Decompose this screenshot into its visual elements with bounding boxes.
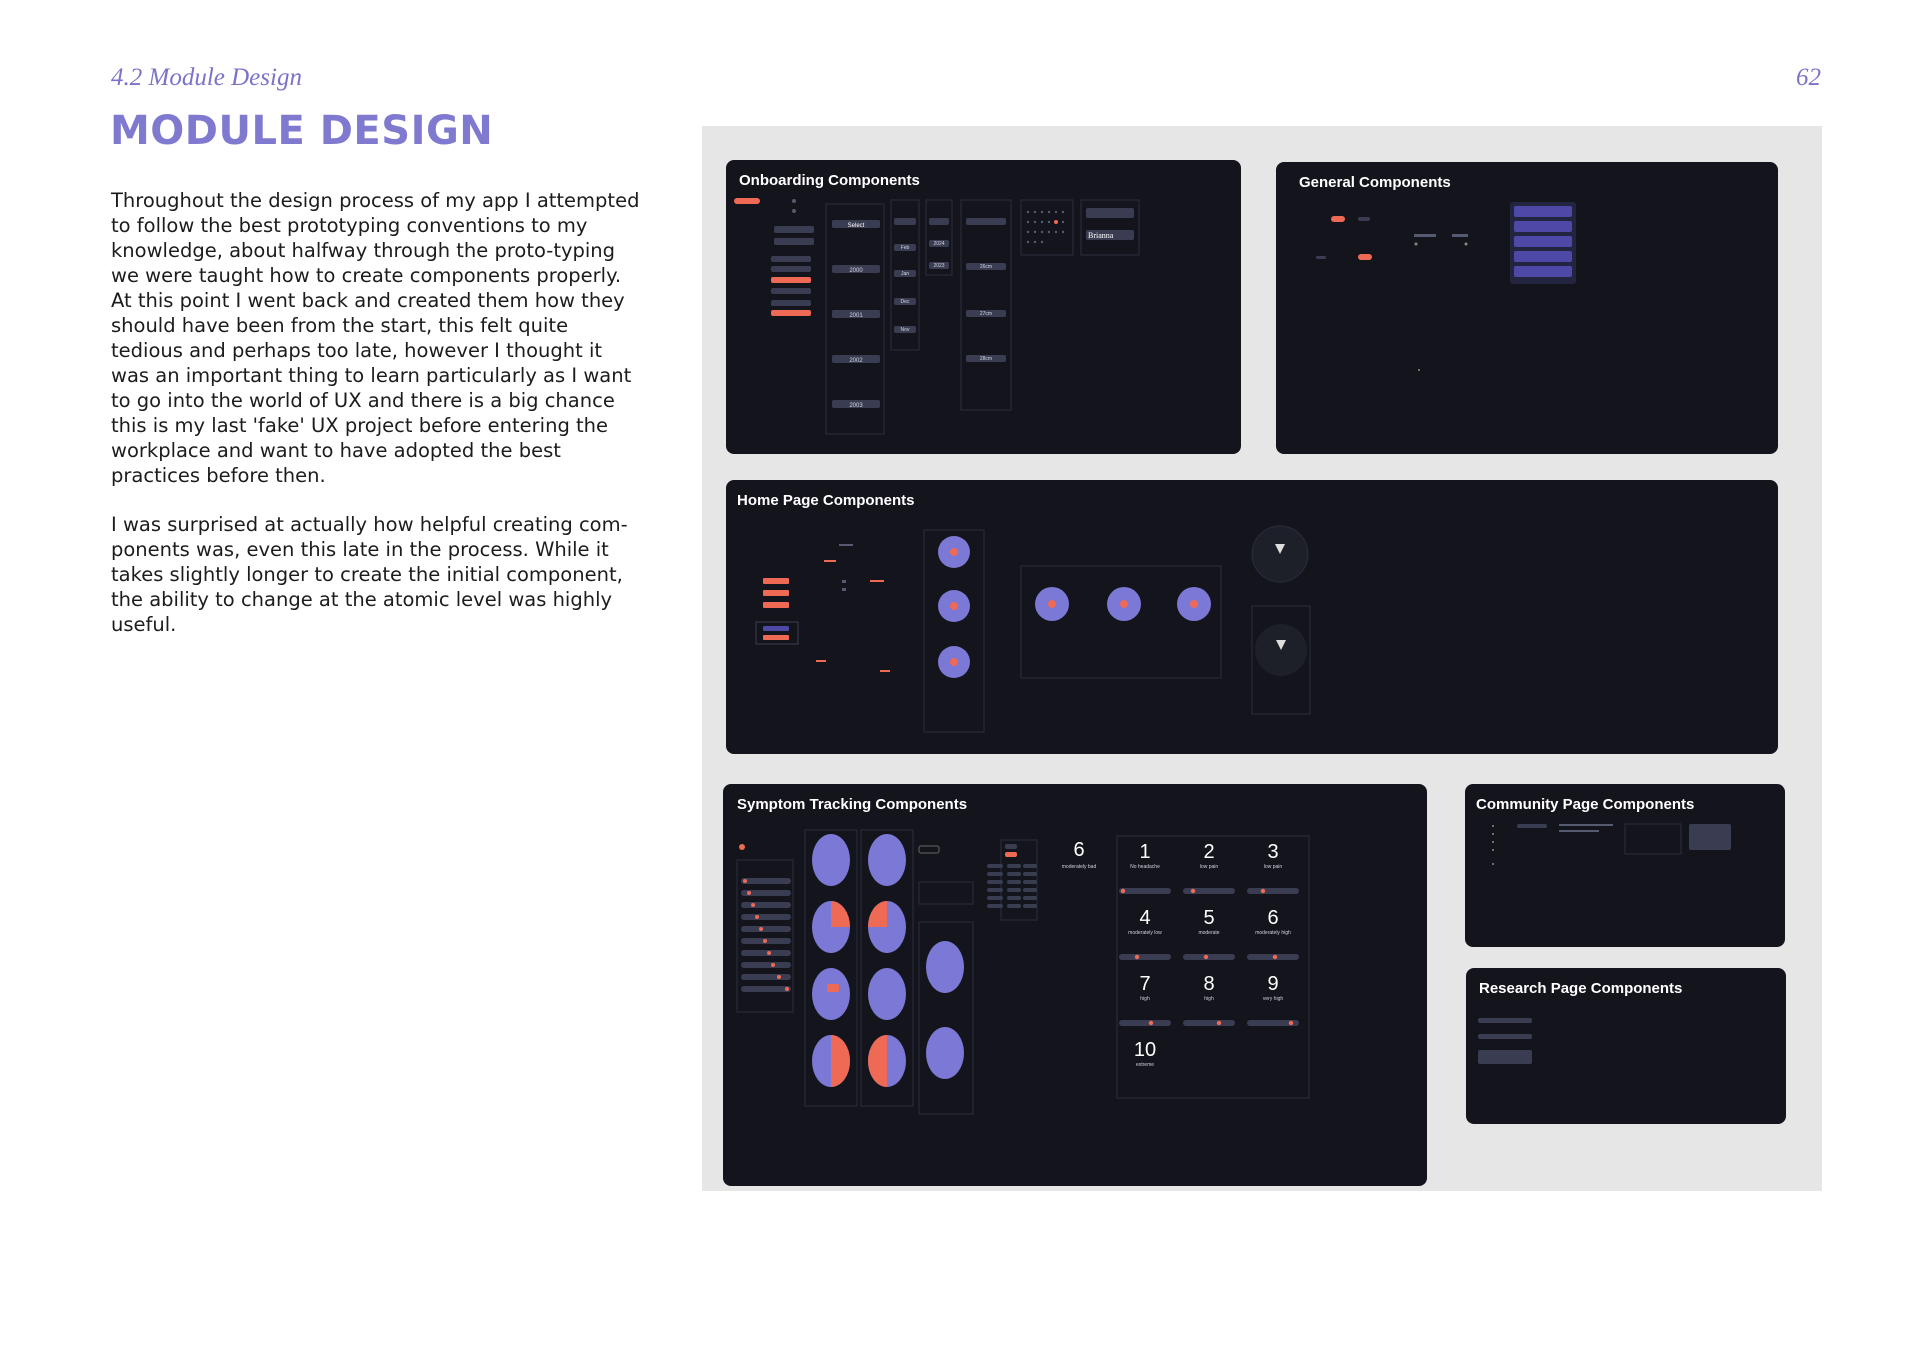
page-number: 62 — [1796, 64, 1821, 91]
general-artboard — [1276, 162, 1778, 454]
scale-label: moderately low — [1128, 930, 1162, 936]
symptom-tracking-components-panel — [723, 784, 1427, 1186]
picker-year: 2000 — [849, 268, 863, 274]
scale-label: moderate — [1198, 930, 1220, 936]
scale-number: 6 — [1267, 907, 1279, 929]
scale-number: 1 — [1139, 841, 1151, 863]
scale-number: 2 — [1203, 841, 1215, 863]
scale-number: 5 — [1203, 907, 1215, 929]
scale-number: 10 — [1133, 1039, 1157, 1061]
panel-title: Symptom Tracking Components — [737, 796, 968, 813]
body-paragraph-1: Throughout the design process of my app I attempted to follow the best prototyping conventions to my knowledge, about halfway through the proto-typing we were taught how to create components properly. At this point I went back and created them how they should have been from the start, this felt quite tedious and perhaps too late, however I thought it was an important thing to learn particularly as I want to go into the world of UX and there is a big chance this is my last 'fake' UX project before entering the workplace and want to have adopted the best practices before then. — [111, 189, 640, 487]
scale-label: high — [1140, 996, 1150, 1002]
research-components-panel — [1466, 968, 1786, 1124]
panel-title: Research Page Components — [1479, 980, 1683, 997]
scale-number: 7 — [1139, 973, 1151, 995]
panel-title: Community Page Components — [1476, 796, 1695, 813]
scale-label: low pain — [1199, 864, 1219, 870]
home-components-panel — [726, 480, 1778, 754]
scale-number: 3 — [1267, 841, 1279, 863]
picker-height: 26cm — [979, 264, 993, 270]
scale-number: 9 — [1267, 973, 1279, 995]
picker-year: 2003 — [849, 403, 863, 409]
panel-title: Home Page Components — [737, 492, 915, 509]
picker-month: Nov — [900, 327, 910, 333]
community-components-panel — [1465, 784, 1785, 947]
onboarding-components-panel — [726, 160, 1241, 454]
body-paragraph-2: I was surprised at actually how helpful creating com-ponents was, even this late in the process. While it takes slightly longer to create the initial component, the ability to change at the atomic level was highly useful. — [111, 513, 628, 636]
scale-label: high — [1204, 996, 1214, 1002]
scale-label: very high — [1262, 996, 1284, 1002]
head-icon — [812, 834, 906, 1087]
picker-height: 27cm — [979, 311, 993, 317]
home-artboard — [726, 480, 1778, 754]
onboarding-artboard — [726, 160, 1241, 454]
picker-month: Jan — [900, 271, 910, 277]
intensity-label: moderately bad — [1061, 864, 1097, 870]
picker-year-short: 2023 — [933, 263, 945, 269]
page-title: MODULE DESIGN — [110, 108, 494, 154]
general-components-panel — [1276, 162, 1778, 454]
section-label: 4.2 Module Design — [111, 64, 302, 91]
name-field-value: Brianna — [1088, 231, 1114, 240]
scale-label: low pain — [1263, 864, 1283, 870]
scale-label: moderately high — [1255, 930, 1291, 936]
picker-month: Feb — [900, 245, 910, 251]
picker-year-short: 2024 — [933, 241, 945, 247]
scale-label: No headache — [1130, 864, 1160, 870]
symptom-artboard — [723, 784, 1427, 1186]
scale-number: 4 — [1139, 907, 1151, 929]
radial-chart-icon — [938, 536, 970, 678]
scale-number: 8 — [1203, 973, 1215, 995]
community-artboard — [1465, 784, 1785, 947]
intensity-number: 6 — [1073, 839, 1085, 861]
panel-title: Onboarding Components — [739, 172, 920, 189]
picker-height: 28cm — [979, 356, 993, 362]
scale-label: extreme — [1135, 1062, 1155, 1068]
picker-year: 2002 — [849, 358, 863, 364]
panel-title: General Components — [1299, 174, 1451, 191]
picker-month: Dec — [900, 299, 910, 305]
picker-select-label: Select — [847, 223, 865, 229]
components-canvas — [702, 126, 1822, 1191]
picker-year: 2001 — [849, 313, 863, 319]
research-artboard — [1466, 968, 1786, 1124]
